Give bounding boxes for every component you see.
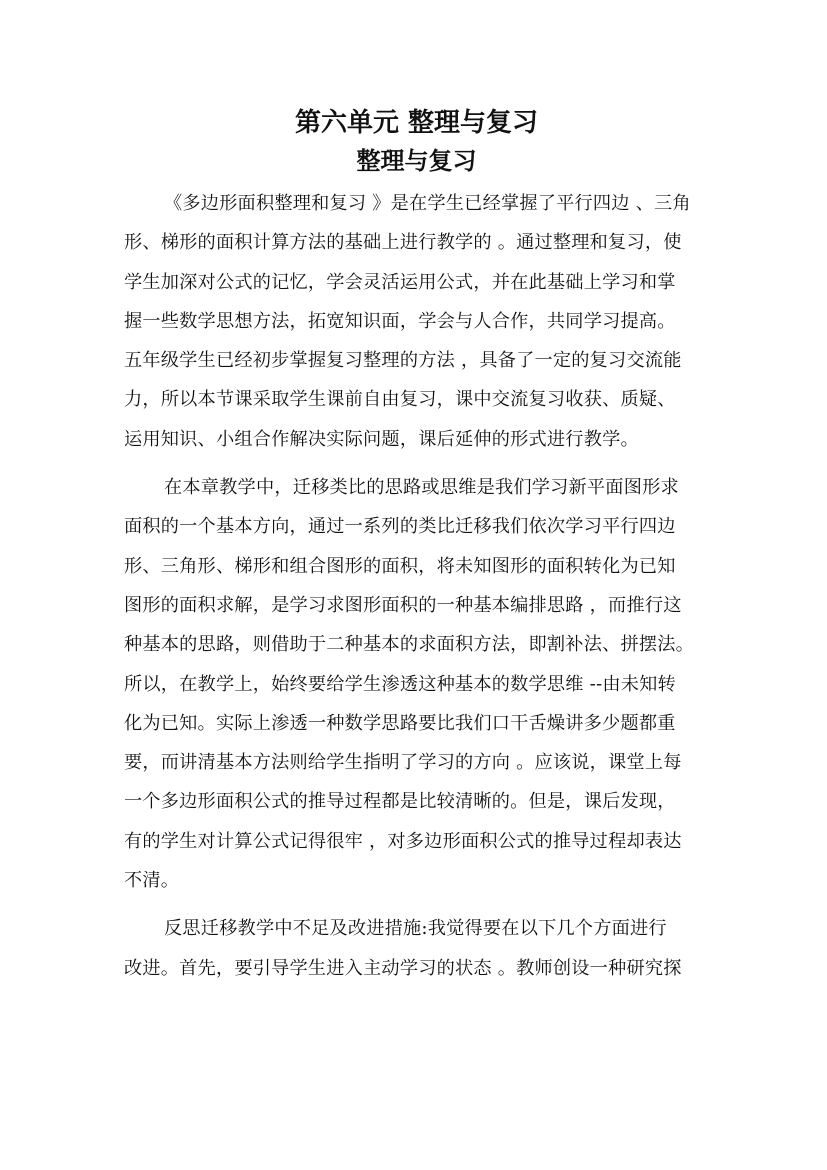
paragraph-line: 学生加深对公式的记忆，学会灵活运用公式，并在此基础上学习和掌 [124,271,676,293]
paragraph-line: 力，所以本节课采取学生课前自由复习，课中交流复习收获、质疑、 [124,389,676,411]
paragraph-line: 图形的面积求解，是学习求图形面积的一种基本编排思路 ，而推行这 [124,594,682,616]
paragraph-3 [124,909,709,988]
paragraph-line: 要，而讲清基本方法则给学生指明了学习的方向 。应该说，课堂上每 [124,752,682,774]
paragraph-line: 种基本的思路，则借助于二种基本的求面积方法，即割补法、拼摆法。 [124,634,695,656]
section-title: 整理与复习 [356,146,477,175]
paragraph-line: 反思迁移教学中不足及改进措施:我觉得要在以下几个方面进行 [164,918,667,940]
paragraph-line: 五年级学生已经初步掌握复习整理的方法 ，具备了一定的复习交流能 [124,350,682,372]
paragraph-2 [124,468,709,900]
paragraph-1 [124,184,709,459]
paragraph-line: 所以，在教学上，始终要给学生渗透这种基本的数学思维 --由未知转 [124,673,676,695]
paragraph-line: 形、三角形、梯形和组合图形的面积，将未知图形的面积转化为已知 [124,555,676,577]
paragraph-line: 改进。首先，要引导学生进入主动学习的状态 。教师创设一种研究探 [124,957,682,979]
paragraph-line: 不清。 [124,870,180,892]
paragraph-line: 握一些数学思想方法，拓宽知识面，学会与人合作，共同学习提高。 [124,310,676,332]
document-page [124,104,709,988]
paragraph-line: 运用知识、小组合作解决实际问题，课后延伸的形式进行教学。 [124,428,639,450]
paragraph-line: 有的学生对计算公式记得很牢 ，对多边形面积公式的推导过程却表达 [124,830,682,852]
paragraph-line: 一个多边形面积公式的推导过程都是比较清晰的。但是，课后发现， [124,791,676,813]
paragraph-line: 在本章教学中，迁移类比的思路或思维是我们学习新平面图形求 [164,477,679,499]
paragraph-line: 化为已知。实际上渗透一种数学思路要比我们口干舌燥讲多少题都重 [124,712,676,734]
paragraph-line: 《多边形面积整理和复习 》是在学生已经掌握了平行四边 、三角 [164,193,691,214]
unit-title: 第六单元 整理与复习 [294,108,539,138]
paragraph-line: 面积的一个基本方向，通过一系列的类比迁移我们依次学习平行四边 [124,516,676,538]
paragraph-line: 形、梯形的面积计算方法的基础上进行教学的 。通过整理和复习，使 [124,232,682,254]
